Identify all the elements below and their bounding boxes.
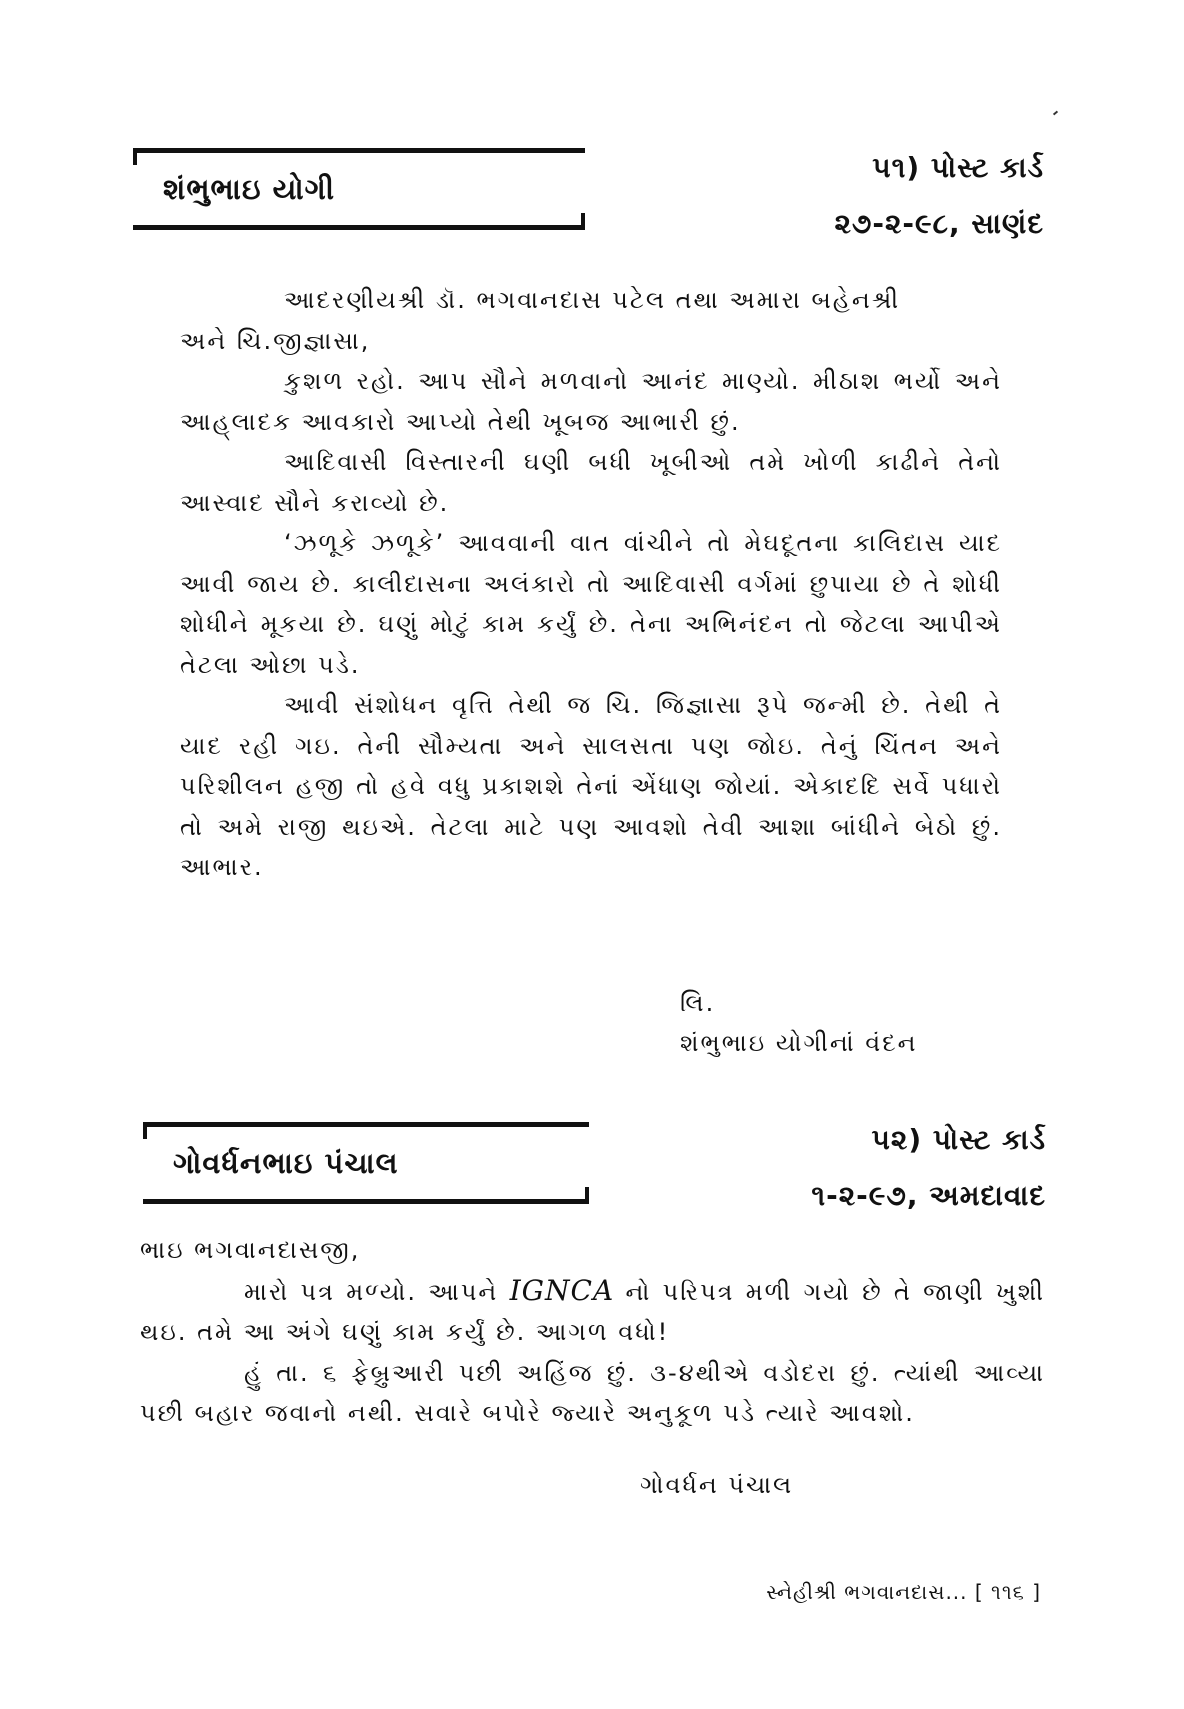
letter-body-2 [140, 1230, 1045, 1434]
date-place-1: ૨૭-૨-૯૮, સાણંદ [834, 207, 1044, 240]
sender-name-1: શંભુભાઇ યોગી [163, 171, 336, 206]
sender-name-box-2 [143, 1122, 589, 1204]
card-number-1: ૫૧) પોસ્ટ કાર્ડ [872, 151, 1044, 184]
paragraph [140, 1271, 1045, 1353]
letter-header-2 [811, 1112, 1046, 1224]
salutation-1a: આદરણીયશ્રી ડૉ. ભગવાનદાસ પટેલ તથા અમારા બહેનશ્રી [284, 286, 901, 314]
signature-block-2 [640, 1465, 793, 1505]
paragraph: ‘ઝળૂકે ઝળૂકે’ આવવાની વાત વાંચીને તો મેઘદૂતના કાલિદાસ યાદ આવી જાય છે. કાલીદાસના અલંકારો તો આદિવાસી વર્ગમાં છુપાયા છે તે શોધી શોધીને મૂકયા છે. ઘણું મોટું કામ કર્યું છે. તેના અભિનંદન તો જેટલા આપીએ તેટલા ઓછા પડે. [180, 529, 1002, 679]
paragraph: હું તા. ૬ ફેબ્રુઆરી પછી અહિંજ છું. ૩-૪થીએ વડોદરા છું. ત્યાંથી આવ્યા પછી બહાર જવાનો નથી. સવારે બપોરે જ્યારે અનુકૂળ પડે ત્યારે આવશો. [140, 1358, 1045, 1427]
paragraph: આદિવાસી વિસ્તારની ઘણી બધી ખૂબીઓ તમે ખોળી કાઢીને તેનો આસ્વાદ સૌને કરાવ્યો છે. [180, 448, 1002, 517]
date-place-2: ૧-૨-૯૭, અમદાવાદ [811, 1179, 1046, 1212]
letter-body-1 [180, 280, 1002, 888]
signature-2: ગોવર્ધન પંચાલ [640, 1471, 794, 1499]
paragraph: આવી સંશોધન વૃત્તિ તેથી જ ચિ. જિજ્ઞાસા રૂપે જન્મી છે. તેથી તે યાદ રહી ગઇ. તેની સૌમ્યતા અને સાલસતા પણ જોઇ. તેનું ચિંતન અને પરિશીલન હજી તો હવે વધુ પ્રકાશશે તેનાં એંધાણ જોયાં. એકાદદિ સર્વે પધારો તો અમે રાજી થઇએ. તેટલા માટે પણ આવશો તેવી આશા બાંધીને બેઠો છું. આભાર. [180, 691, 1002, 881]
paragraph-text: નો પરિપત્ર મળી ગયો છે તે જાણી ખુશી થઇ. તમે આ અંગે ઘણું કામ કર્યું છે. આગળ વધો! [140, 1277, 1046, 1346]
letter-header-1 [834, 140, 1044, 252]
sender-name-box-1 [133, 148, 585, 230]
sender-name-2: ગોવર્ધનભાઇ પંચાલ [173, 1145, 399, 1180]
salutation-1b: અને ચિ.જીજ્ઞાસા, [180, 326, 371, 355]
card-number-2: ૫૨) પોસ્ટ કાર્ડ [871, 1123, 1046, 1156]
closing-1: લિ. [680, 989, 716, 1017]
salutation-2: ભાઇ ભગવાનદાસજી, [140, 1236, 361, 1264]
acronym: IGNCA [509, 1273, 615, 1307]
paragraph: કુશળ રહો. આપ સૌને મળવાનો આનંદ માણ્યો. મીઠાશ ભર્યો અને આહ્‌લાદક આવકારો આપ્યો તેથી ખૂબજ આભારી છું. [180, 367, 1002, 436]
signature-block-1 [680, 983, 918, 1063]
stray-mark [1053, 111, 1058, 116]
paragraph-text: મારો પત્ર મળ્યો. આપને [244, 1277, 510, 1306]
signature-1: શંભુભાઇ યોગીનાં વંદન [680, 1029, 918, 1057]
page-footer: સ્નેહીશ્રી ભગવાનદાસ... [ ૧૧૬ ] [766, 1580, 1041, 1604]
